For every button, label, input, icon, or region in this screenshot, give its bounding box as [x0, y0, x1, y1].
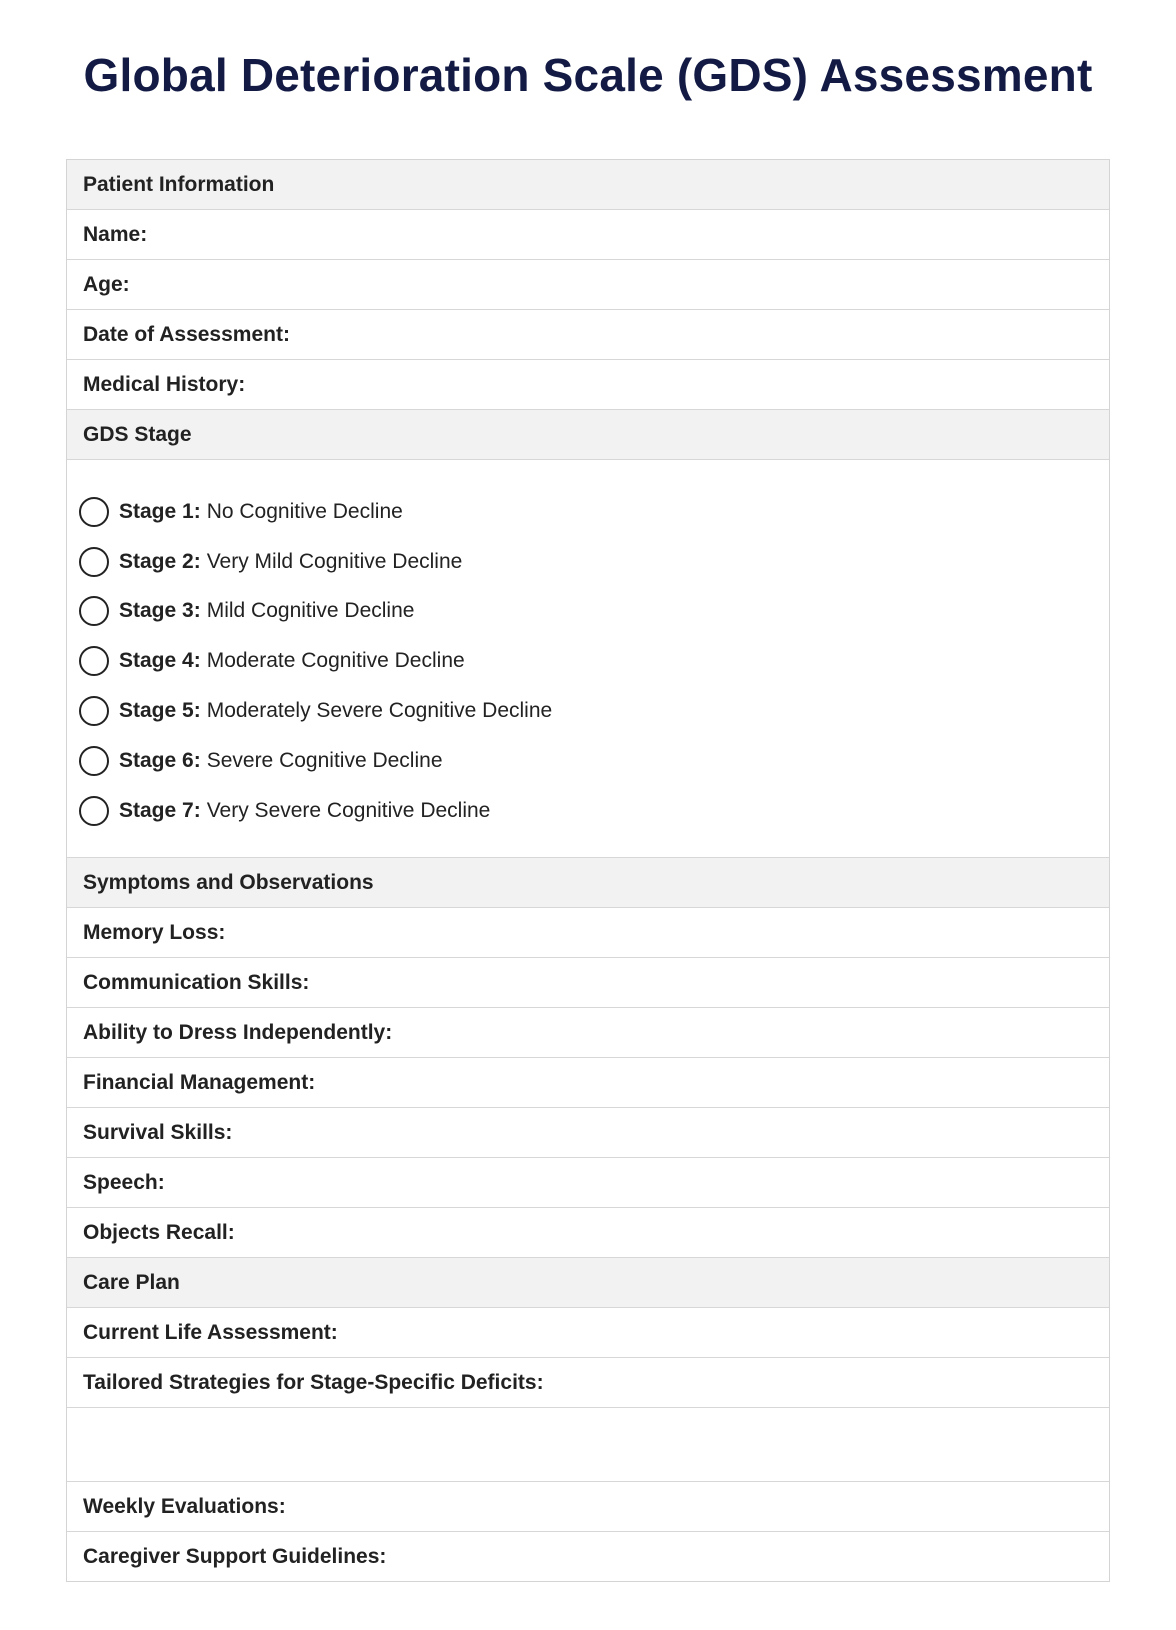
- stage-description: Very Severe Cognitive Decline: [206, 798, 491, 822]
- medical-history-field[interactable]: Medical History:: [67, 359, 1109, 409]
- radio-button[interactable]: [79, 547, 109, 577]
- section-header-gds-stage: GDS Stage: [67, 409, 1109, 459]
- stage-description: Mild Cognitive Decline: [206, 599, 415, 623]
- speech-field[interactable]: Speech:: [67, 1157, 1109, 1207]
- stage-description: Moderately Severe Cognitive Decline: [206, 699, 553, 723]
- stage-label: Stage 3:: [119, 599, 201, 623]
- objects-recall-field[interactable]: Objects Recall:: [67, 1207, 1109, 1257]
- section-header-patient-information: Patient Information: [67, 160, 1109, 209]
- stage-description: Moderate Cognitive Decline: [206, 649, 465, 673]
- stage-6-option[interactable]: [67, 736, 1109, 786]
- tailored-strategies-answer-area[interactable]: [67, 1407, 1109, 1481]
- financial-management-field[interactable]: Financial Management:: [67, 1057, 1109, 1107]
- stage-4-option[interactable]: [67, 636, 1109, 686]
- radio-button[interactable]: [79, 796, 109, 826]
- section-header-care-plan: Care Plan: [67, 1257, 1109, 1307]
- stage-description: Severe Cognitive Decline: [206, 748, 443, 772]
- stage-3-option[interactable]: [67, 587, 1109, 637]
- stage-label: Stage 2:: [119, 549, 201, 573]
- assessment-form: [66, 159, 1110, 1582]
- weekly-evaluations-field[interactable]: Weekly Evaluations:: [67, 1481, 1109, 1531]
- caregiver-support-guidelines-field[interactable]: Caregiver Support Guidelines:: [67, 1531, 1109, 1581]
- survival-skills-field[interactable]: Survival Skills:: [67, 1107, 1109, 1157]
- communication-skills-field[interactable]: Communication Skills:: [67, 957, 1109, 1007]
- radio-button[interactable]: [79, 497, 109, 527]
- ability-to-dress-field[interactable]: Ability to Dress Independently:: [67, 1007, 1109, 1057]
- radio-button[interactable]: [79, 746, 109, 776]
- radio-button[interactable]: [79, 596, 109, 626]
- memory-loss-field[interactable]: Memory Loss:: [67, 907, 1109, 957]
- section-header-symptoms-and-observations: Symptoms and Observations: [67, 857, 1109, 907]
- radio-button[interactable]: [79, 646, 109, 676]
- stage-label: Stage 5:: [119, 699, 201, 723]
- tailored-strategies-field[interactable]: Tailored Strategies for Stage-Specific Deficits:: [67, 1357, 1109, 1407]
- current-life-assessment-field[interactable]: Current Life Assessment:: [67, 1307, 1109, 1357]
- stage-7-option[interactable]: [67, 786, 1109, 836]
- date-of-assessment-field[interactable]: Date of Assessment:: [67, 309, 1109, 359]
- radio-button[interactable]: [79, 696, 109, 726]
- stage-2-option[interactable]: [67, 537, 1109, 587]
- stage-label: Stage 7:: [119, 798, 201, 822]
- gds-stage-options: [67, 459, 1109, 857]
- stage-label: Stage 4:: [119, 649, 201, 673]
- stage-description: No Cognitive Decline: [206, 499, 403, 523]
- page-title: Global Deterioration Scale (GDS) Assessment: [83, 49, 1093, 101]
- age-field[interactable]: Age:: [67, 259, 1109, 309]
- name-field[interactable]: Name:: [67, 209, 1109, 259]
- stage-1-option[interactable]: [67, 487, 1109, 537]
- stage-description: Very Mild Cognitive Decline: [206, 549, 463, 573]
- stage-5-option[interactable]: [67, 686, 1109, 736]
- stage-label: Stage 6:: [119, 748, 201, 772]
- stage-label: Stage 1:: [119, 499, 201, 523]
